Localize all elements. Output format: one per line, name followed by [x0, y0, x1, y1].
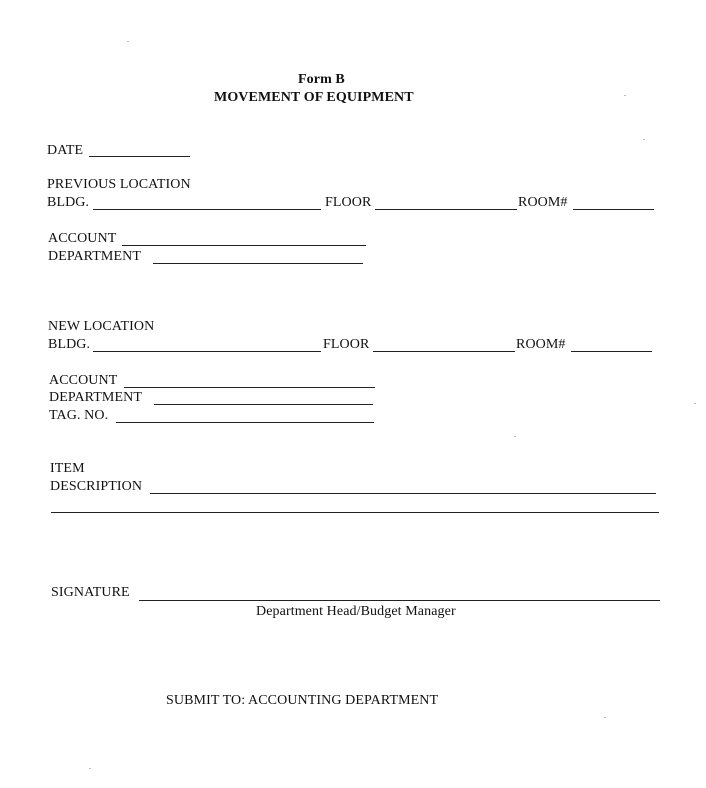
submit-to-instruction: SUBMIT TO: ACCOUNTING DEPARTMENT [166, 693, 439, 708]
previous-department-field[interactable] [153, 263, 363, 264]
new-location-heading: NEW LOCATION [48, 319, 155, 334]
new-room-field[interactable] [571, 351, 652, 352]
new-account-field[interactable] [124, 387, 375, 388]
previous-account-field[interactable] [122, 245, 366, 246]
date-label: DATE [47, 143, 84, 158]
previous-bldg-field[interactable] [93, 209, 321, 210]
scan-speck [604, 717, 606, 718]
tag-number-label: TAG. NO. [49, 408, 109, 423]
tag-number-field[interactable] [116, 422, 374, 423]
new-department-field[interactable] [154, 404, 373, 405]
new-bldg-label: BLDG. [48, 337, 91, 352]
previous-account-label: ACCOUNT [48, 231, 117, 246]
scan-speck [89, 768, 91, 769]
description-field[interactable] [150, 493, 656, 494]
description-field-line-2[interactable] [51, 512, 659, 513]
previous-department-label: DEPARTMENT [48, 249, 141, 264]
previous-room-field[interactable] [573, 209, 654, 210]
form-id: Form B [298, 72, 345, 87]
scan-speck [624, 95, 626, 96]
scan-speck [127, 41, 129, 42]
new-department-label: DEPARTMENT [49, 390, 142, 405]
date-field[interactable] [89, 156, 190, 157]
form-title: MOVEMENT OF EQUIPMENT [214, 90, 414, 105]
scan-speck [514, 436, 516, 437]
signature-label: SIGNATURE [51, 585, 130, 600]
new-floor-label: FLOOR [323, 337, 370, 352]
new-bldg-field[interactable] [93, 351, 321, 352]
new-room-label: ROOM# [516, 337, 566, 352]
new-floor-field[interactable] [373, 351, 515, 352]
signature-field[interactable] [139, 600, 660, 601]
scan-speck [694, 403, 696, 404]
previous-floor-field[interactable] [375, 209, 517, 210]
previous-floor-label: FLOOR [325, 195, 372, 210]
description-label: DESCRIPTION [50, 479, 143, 494]
previous-location-heading: PREVIOUS LOCATION [47, 177, 191, 192]
signature-caption: Department Head/Budget Manager [256, 604, 456, 619]
scan-speck [643, 139, 645, 140]
item-label: ITEM [50, 461, 85, 476]
previous-bldg-label: BLDG. [47, 195, 90, 210]
new-account-label: ACCOUNT [49, 373, 118, 388]
previous-room-label: ROOM# [518, 195, 568, 210]
